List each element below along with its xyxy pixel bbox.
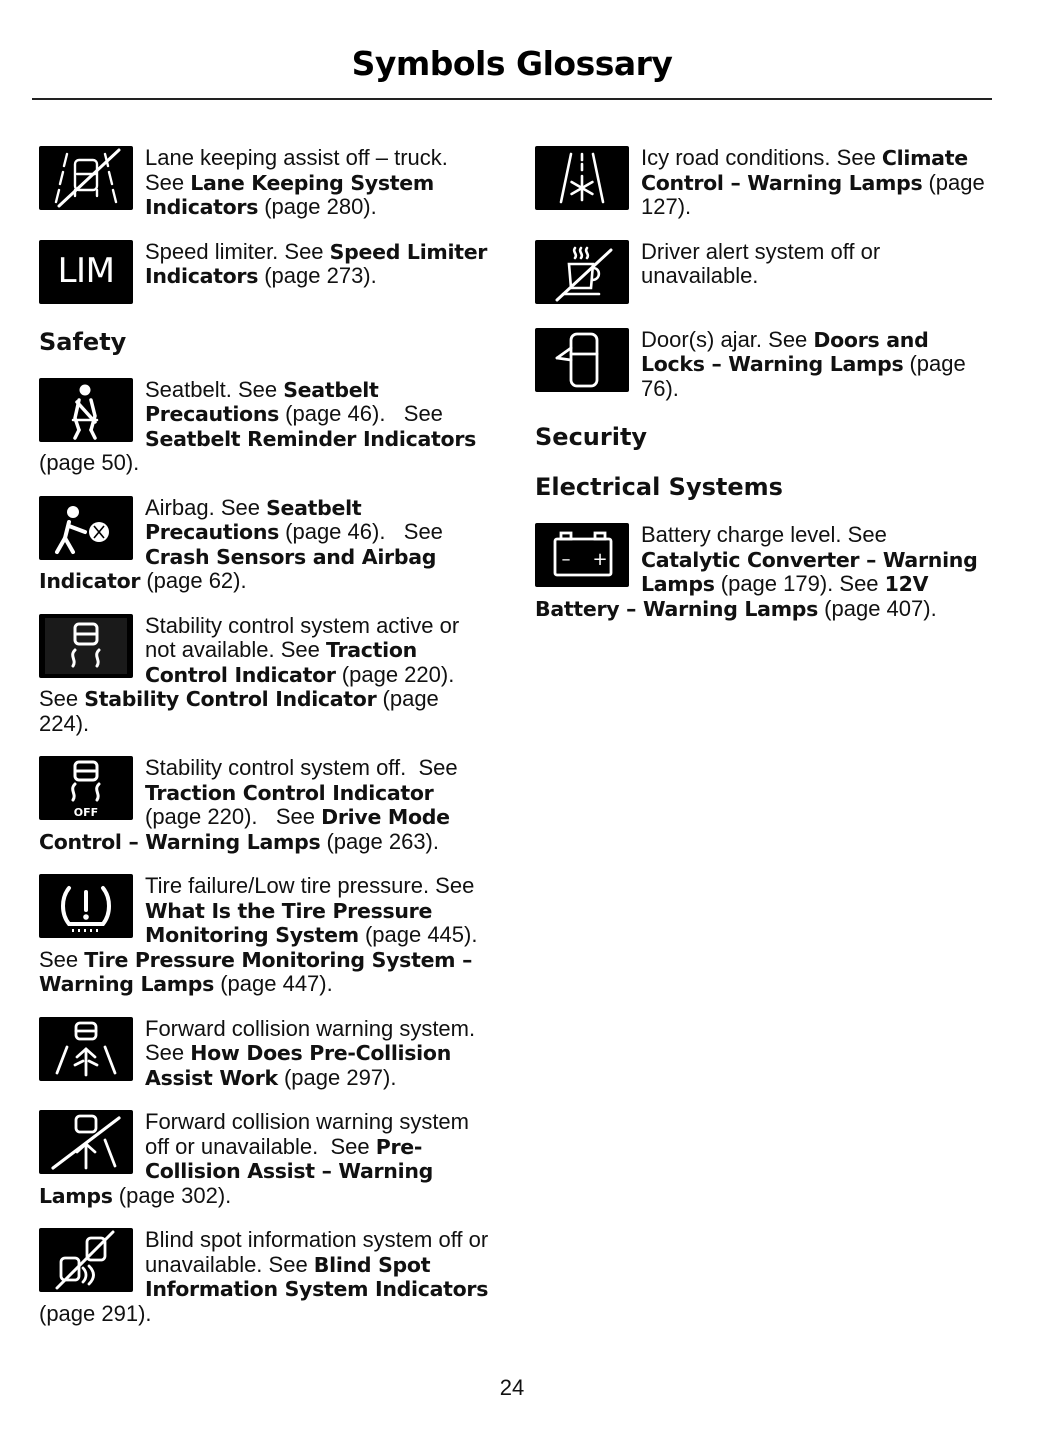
section-heading-security: Security: [535, 423, 648, 451]
glossary-entry-forward-collision: [39, 1017, 491, 1091]
lim-icon-text: LIM: [57, 251, 115, 292]
entry-text: Seatbelt. See: [145, 376, 284, 402]
page-number: 24: [499, 1375, 525, 1400]
glossary-entry-driver-alert-off: [535, 240, 987, 308]
entry-extra-ref: (page 50).: [39, 450, 140, 475]
glossary-entry-icy-road: [535, 146, 987, 220]
battery-plus: +: [592, 549, 608, 570]
airbag-icon: [39, 496, 133, 560]
entry-link[interactable]: Catalytic Converter – Warning Lamps: [641, 547, 978, 596]
entry-link[interactable]: Seatbelt Precautions: [145, 377, 379, 426]
forward-collision-off-icon: [39, 1110, 133, 1174]
entry-extra-link[interactable]: Stability Control Indicator: [84, 687, 377, 711]
entry-link[interactable]: How Does Pre-Collision Assist Work: [145, 1041, 451, 1090]
entry-text: Airbag. See: [145, 494, 267, 520]
entry-extra-link[interactable]: 12V Battery – Warning Lamps: [535, 572, 929, 621]
off-label: OFF: [73, 806, 99, 819]
entry-extra-link[interactable]: Tire Pressure Monitoring System – Warning Lamps: [39, 947, 473, 996]
glossary-entry-seatbelt: [39, 378, 491, 476]
entry-ref: (page 76).: [641, 351, 966, 401]
entry-link[interactable]: Seatbelt Precautions: [145, 495, 362, 544]
entry-ref: (page 445). See: [39, 922, 478, 972]
entry-text: Stability control system active or not available. See: [145, 612, 460, 662]
entry-link[interactable]: Blind Spot Information System Indicators: [145, 1252, 489, 1301]
entry-ref: (page 273).: [258, 263, 377, 288]
entry-link[interactable]: Speed Limiter Indicators: [145, 239, 488, 288]
forward-collision-icon: [39, 1017, 133, 1081]
entry-ref: (page 291).: [39, 1300, 152, 1326]
glossary-entry-battery: [535, 523, 987, 621]
blind-spot-off-icon: [39, 1228, 133, 1292]
door-ajar-icon: [535, 328, 629, 392]
entry-ref: (page 179). See: [714, 571, 885, 596]
entry-link[interactable]: Doors and Locks – Warning Lamps: [641, 327, 929, 376]
entry-text: Icy road conditions. See: [641, 145, 882, 170]
entry-text: Door(s) ajar. See: [641, 326, 814, 352]
glossary-entry-tire-pressure: [39, 874, 491, 997]
entry-extra-link[interactable]: Drive Mode Control – Warning Lamps: [39, 805, 450, 854]
right-column: [535, 146, 987, 641]
glossary-entry-stability-control-off: [39, 756, 491, 854]
entry-ref: (page 220). See: [145, 804, 322, 829]
glossary-entry-airbag: [39, 496, 491, 594]
glossary-entry-stability-control: [39, 614, 491, 737]
seatbelt-icon: [39, 378, 133, 442]
section-heading-safety: Safety: [39, 327, 127, 356]
title-divider: [32, 98, 992, 100]
glossary-entry-door-ajar: [535, 328, 987, 402]
entry-extra-ref: (page 224).: [39, 686, 439, 736]
entry-extra-ref: (page 263).: [320, 828, 439, 854]
entry-ref: (page 46). See: [279, 401, 443, 426]
entry-link[interactable]: Climate Control – Warning Lamps: [641, 146, 968, 195]
glossary-entry-blind-spot-off: [39, 1228, 491, 1326]
entry-text: Lane keeping assist off – truck. See: [145, 145, 448, 195]
stability-control-icon: [39, 614, 133, 678]
entry-extra-link[interactable]: Crash Sensors and Airbag Indicator: [39, 544, 437, 593]
section-heading-electrical: Electrical Systems: [535, 473, 783, 501]
driver-alert-off-icon: [535, 240, 629, 304]
entry-link[interactable]: What Is the Tire Pressure Monitoring System: [145, 898, 433, 947]
tire-pressure-icon: [39, 874, 133, 938]
entry-text: Battery charge level. See: [641, 522, 887, 547]
entry-extra-ref: (page 447).: [214, 971, 333, 996]
entry-extra-ref: (page 62).: [140, 568, 247, 593]
glossary-entry-forward-collision-off: [39, 1110, 491, 1208]
entry-ref: (page 127).: [641, 169, 985, 219]
stability-control-off-icon: [39, 756, 133, 820]
entry-ref: (page 46). See: [279, 519, 443, 544]
entry-link[interactable]: Pre-Collision Assist – Warning Lamps: [39, 1134, 433, 1208]
entry-text: Speed limiter. See: [145, 238, 330, 264]
icy-road-icon: [535, 146, 629, 210]
entry-text: Forward collision warning system. See: [145, 1015, 476, 1065]
entry-link[interactable]: Lane Keeping System Indicators: [145, 170, 434, 219]
entry-link[interactable]: Traction Control Indicator: [145, 780, 434, 805]
battery-minus: –: [561, 549, 571, 570]
entry-text: Blind spot information system off or unavailable. See: [145, 1227, 489, 1277]
entry-text: Tire failure/Low tire pressure. See: [145, 873, 475, 898]
lim-icon: [39, 240, 133, 304]
entry-extra-link[interactable]: Seatbelt Reminder Indicators: [145, 426, 477, 451]
glossary-entry-speed-limiter: [39, 240, 491, 308]
entry-ref: (page 302).: [112, 1182, 232, 1208]
entry-link[interactable]: Traction Control Indicator: [145, 638, 417, 687]
entry-ref: (page 220). See: [39, 661, 455, 711]
entry-text: Stability control system off. See: [145, 755, 458, 780]
entry-text: Driver alert system off or unavailable.: [641, 238, 881, 288]
lane-keeping-off-truck-icon: [39, 146, 133, 210]
left-column: [39, 146, 491, 1346]
entry-ref: (page 297).: [277, 1064, 397, 1090]
entry-extra-ref: (page 407).: [818, 595, 937, 621]
battery-icon: [535, 523, 629, 587]
page-title: Symbols Glossary: [351, 44, 673, 83]
glossary-entry-lane-keeping: [39, 146, 491, 220]
entry-ref: (page 280).: [258, 194, 377, 219]
entry-text: Forward collision warning system off or unavailable. See: [145, 1109, 469, 1159]
